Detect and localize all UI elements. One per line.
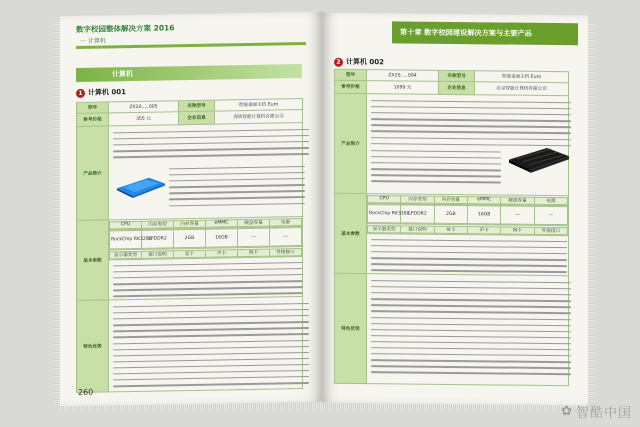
cell: 2GB <box>174 229 206 248</box>
cell: — <box>534 206 567 224</box>
cell: 声卡 <box>467 226 500 233</box>
right-page <box>322 13 588 406</box>
chapter-title: 第十章 数字校园建设解决方案与主要产品 <box>400 27 532 38</box>
product-intro-label: 产品简介 <box>335 93 367 193</box>
section-number-badge: 1 <box>76 89 85 98</box>
cell: CPU <box>110 221 142 229</box>
cell: eMMC <box>206 219 238 227</box>
section-title: 计算机 002 <box>346 57 385 67</box>
cell: 企业信息 <box>439 81 475 94</box>
spec-table <box>334 69 569 386</box>
cell: 355 元 <box>109 112 179 126</box>
cell: 2GB <box>434 205 467 223</box>
cell: 16GB <box>206 229 238 248</box>
cell: 智能桌面主机 Euro <box>475 71 569 83</box>
spec-table <box>76 98 303 393</box>
cell: — <box>270 228 302 247</box>
cell: 北京智能计算机有限公司 <box>475 82 569 96</box>
basic-params-label: 基本参数 <box>77 220 109 301</box>
cell: 内存类型 <box>401 195 434 202</box>
device-image <box>507 144 571 175</box>
running-title: 数字校园整体解决方案 2016 <box>76 23 175 35</box>
cell: eMMC <box>467 196 500 203</box>
cell: 名称型号 <box>439 70 475 81</box>
section-title: 计算机 001 <box>88 88 127 97</box>
running-subtitle: 一 计算机 <box>80 37 106 45</box>
params-detail <box>367 234 569 276</box>
header-rule <box>76 42 306 49</box>
cell: ZX20.....005 <box>109 101 179 113</box>
cell: 深圳智能计算机有限公司 <box>215 110 303 125</box>
category-banner <box>76 64 302 82</box>
cell: 型号 <box>77 102 109 114</box>
cell: 智能桌面主机 Euro <box>215 99 303 112</box>
cell: CPU <box>368 195 401 202</box>
cell: 外接接口 <box>534 227 567 234</box>
open-book <box>60 14 588 414</box>
cell: 显示器类型 <box>110 251 142 259</box>
params-detail <box>109 257 303 300</box>
cell: 内存类型 <box>142 220 174 228</box>
cell: 显卡 <box>174 250 206 258</box>
cell: LPDDR2 <box>401 205 434 223</box>
features-body <box>109 297 303 392</box>
section-heading <box>334 57 384 68</box>
features-label: 特色优势 <box>335 273 367 383</box>
cell: 外接接口 <box>270 248 302 256</box>
cell: 显示器类型 <box>368 225 401 232</box>
watermark <box>561 402 632 421</box>
cell: 网卡 <box>501 226 534 233</box>
category-banner-label: 计算机 <box>112 70 133 79</box>
cell: 声卡 <box>206 249 238 257</box>
cell: 硬盘容量 <box>501 196 534 203</box>
basic-params-label: 基本参数 <box>335 193 367 273</box>
cell: 型号 <box>335 69 367 80</box>
cell: RockChip RK3288 <box>110 230 142 249</box>
cell: LPDDR2 <box>142 230 174 249</box>
product-intro-label: 产品简介 <box>77 126 109 221</box>
cell: 硬盘容量 <box>238 219 270 227</box>
cell: 电源 <box>534 197 567 204</box>
product-intro-body <box>109 123 303 220</box>
cell: 16GB <box>467 206 500 224</box>
features-body <box>367 274 569 386</box>
cell: 企业信息 <box>179 111 215 125</box>
cell: — <box>501 206 534 224</box>
cell: 1099 元 <box>367 81 439 95</box>
cell: 内存容量 <box>174 220 206 228</box>
cell: 接口说明 <box>401 225 434 232</box>
cell: 参考价格 <box>77 113 109 127</box>
cell: RockChip RK3288 <box>368 205 401 223</box>
section-heading <box>76 87 126 98</box>
watermark-logo-icon: ✿ <box>561 404 572 419</box>
watermark-text: 智酷中国 <box>575 406 632 421</box>
product-intro-body <box>367 94 569 196</box>
cell: 名称型号 <box>179 100 215 112</box>
cell: 电源 <box>270 218 302 226</box>
cell: 网卡 <box>238 249 270 257</box>
left-page-header <box>76 18 306 58</box>
cell: ZX20.....004 <box>367 70 439 82</box>
cell: 参考价格 <box>335 80 367 93</box>
left-page <box>60 12 322 407</box>
cell: — <box>238 228 270 247</box>
section-number-badge: 2 <box>334 58 343 67</box>
cell: 内存容量 <box>434 196 467 203</box>
right-page-header <box>332 21 578 52</box>
cell: 显卡 <box>434 226 467 233</box>
device-image <box>115 173 167 198</box>
features-label: 特色优势 <box>77 300 109 393</box>
cell: 接口说明 <box>142 250 174 258</box>
page-number: 260 <box>78 387 94 397</box>
